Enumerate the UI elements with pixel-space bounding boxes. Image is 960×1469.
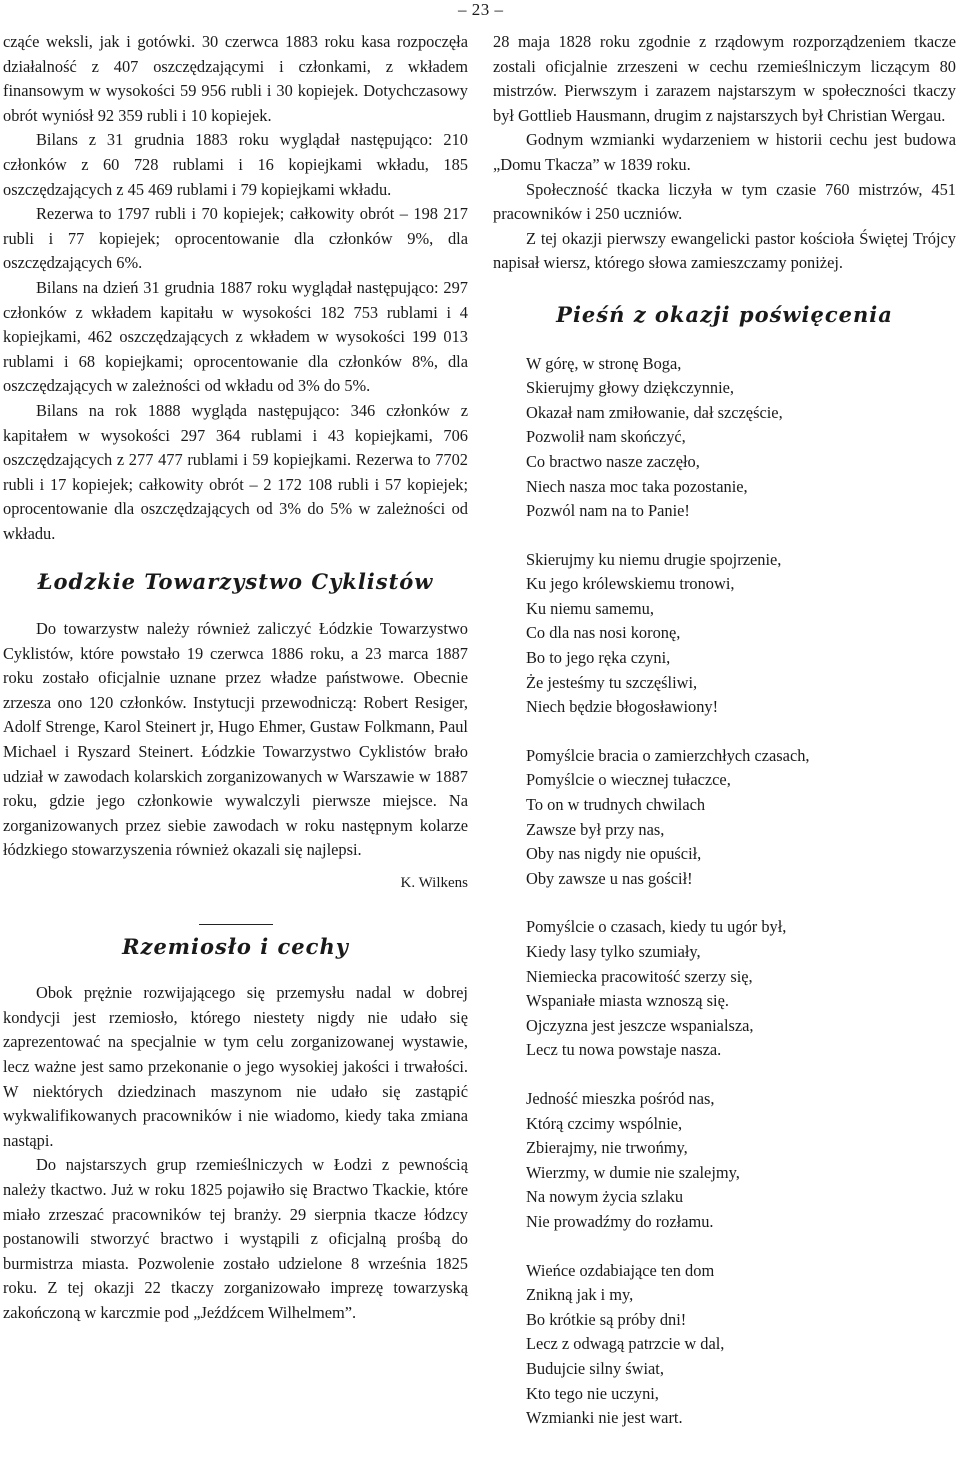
right-column <box>493 30 956 1455</box>
poem-line: Skierujmy ku niemu drugie spojrzenie, <box>526 549 782 569</box>
left-column <box>3 30 468 1326</box>
poem-line: Bo to jego ręka czyni, <box>526 648 671 668</box>
poem-stanza <box>526 744 956 892</box>
poem <box>526 352 956 1431</box>
poem-line: Wieńce ozdabiające ten dom <box>526 1260 715 1280</box>
poem-line: Okazał nam zmiłowanie, dał szczęście, <box>526 402 783 422</box>
paragraph: Rezerwa to 1797 rubli i 70 kopiejek; całkowity obrót – 198 217 rubli i 77 kopiejek; oprocentowanie dla członków 9%, dla oszczędzających 6%. <box>3 204 468 273</box>
poem-line: Niech nasza moc taka pozostanie, <box>526 476 748 496</box>
poem-line: Nie prowadźmy do rozłamu. <box>526 1211 714 1231</box>
section-divider <box>199 924 273 925</box>
page-number: – 23 – <box>458 0 504 19</box>
paragraph: Do najstarszych grup rzemieślniczych w Łodzi z pewnością należy tkactwo. Już w roku 1825 pojawiło się Bractwo Tkackie, które miało zrzeszać pracowników tej branży. 29 sierpnia tkacze łódzcy postanowili stworzyć bractwo i wystąpili z oficjalną prośbą do burmistrza miasta. Pozwolenie zostało udzielone 8 września 1825 roku. Z tej okazji 22 tkaczy zorganizowało imprezę towarzyską zakończoną w karczmie pod „Jeźdźcem Wilhelmem”. <box>3 1155 468 1322</box>
poem-line: Co dla nas nosi koronę, <box>526 623 681 643</box>
poem-line: Wspaniałe miasta wznoszą się. <box>526 991 729 1011</box>
poem-line: Pozwolił nam skończyć, <box>526 427 686 447</box>
paragraph: Do towarzystw należy również zaliczyć Łódzkie Towarzystwo Cyklistów, które powstało 19 czerwca 1886 roku, a 23 marca 1887 roku zostało oficjalnie uznane przez władze państwowe. Obecnie zrzesza ono 120 członków. Instytucji przewodniczą: Robert Resiger, Adolf Strenge, Karol Steinert jr, Hugo Ehmer, Gustaw Folkmann, Paul Michael i Ryszard Steinert. Łódzkie Towarzystwo Cyklistów brało udział w zawodach kolarskich zorganizowanych w Warszawie w 1887 roku, gdzie jego członkowie wywalczyli pierwsze miejsce. Na zorganizowanych przez siebie zawodach w roku następnym kolarze łódzkiego stowarzyszenia również okazali się najlepsi. <box>3 619 468 860</box>
poem-line: Oby zawsze u nas gościł! <box>526 868 693 888</box>
poem-line: Że jesteśmy tu szczęśliwi, <box>526 672 698 692</box>
author-signature: K. Wilkens <box>400 875 468 891</box>
poem-line: Zbierajmy, nie trwońmy, <box>526 1138 688 1158</box>
poem-line: Bo krótkie są próby dni! <box>526 1309 687 1329</box>
poem-line: Kiedy lasy tylko szumiały, <box>526 942 701 961</box>
section-heading-crafts: Rzemiosło i cechy <box>122 933 349 959</box>
poem-line: Pozwól nam na to Panie! <box>526 501 690 521</box>
poem-line: Ojczyzna jest jeszcze wspanialsza, <box>526 1015 754 1035</box>
poem-line: Pomyślcie o czasach, kiedy tu ugór był, <box>526 917 787 937</box>
poem-line: Pomyślcie bracia o zamierzchłych czasach, <box>526 745 810 765</box>
poem-line: Oby nas nigdy nie opuścił, <box>526 844 702 864</box>
poem-line: Ku niemu samemu, <box>526 598 654 618</box>
poem-stanza <box>526 352 956 524</box>
poem-line: Pomyślcie o wiecznej tułaczce, <box>526 770 731 790</box>
poem-line: Wierzmy, w dumie nie szalejmy, <box>526 1162 740 1182</box>
paragraph: Godnym wzmianki wydarzeniem w historii cechu jest budowa „Domu Tkacza” w 1839 roku. <box>493 130 956 174</box>
poem-stanza <box>526 1087 956 1235</box>
poem-line: Kto tego nie uczyni, <box>526 1383 659 1403</box>
poem-line: Skierujmy głowy dziękczynnie, <box>526 378 735 398</box>
poem-stanza <box>526 548 956 720</box>
poem-line: Ku jego królewskiemu tronowi, <box>526 574 735 594</box>
paragraph: Społeczność tkacka liczyła w tym czasie 760 mistrzów, 451 pracowników i 250 uczniów. <box>493 179 956 224</box>
poem-line: Niemiecka pracowitość szerzy się, <box>526 966 753 986</box>
paragraph: Obok prężnie rozwijającego się przemysłu nadal w dobrej kondycji jest rzemiosło, którego niestety nigdy nie udało się zaprezentować na specjalnie w tym celu zorganizowanej wystawie, lecz ważne jest samo przekonanie o jego wysokiej jakości i trwałości. W niektórych dziedzinach maszynom nie udało się zastąpić wykwalifikowanych pracowników i nie wiadomo, kiedy taka zmiana nastąpi. <box>3 983 468 1150</box>
poem-line: Jedność mieszka pośród nas, <box>526 1088 715 1108</box>
paragraph: Bilans na dzień 31 grudnia 1887 roku wyglądał następująco: 297 członków z wkładem kapitału w wysokości 182 753 rublami i 4 kopiejkami, 462 oszczędzających z wkładem w wysokości 199 013 rublami i 68 kopiejkami; oprocentowanie dla członków 8%, dla oszczędzających w zależności od wkładu od 3% do 5%. <box>3 277 468 396</box>
paragraph: Bilans na rok 1888 wygląda następująco: 346 członków z kapitałem w wysokości 297 364 rublami i 43 kopiejkami, 706 oszczędzających z 277 477 rublami i 59 kopiejkami. Rezerwa to 7702 rubli i 17 kopiejek; całkowity obrót – 2 172 108 rubli i 57 kopiejek; oprocentowanie dla oszczędzających od 3% do 5% w zależności od wkładu. <box>3 400 468 543</box>
poem-title: Pieśń z okazji poświęcenia <box>556 301 893 327</box>
poem-line: Wzmianki nie jest wart. <box>526 1408 683 1428</box>
poem-stanza <box>526 915 956 1063</box>
poem-line: Na nowym życia szlaku <box>526 1187 684 1207</box>
poem-line: Zawsze był przy nas, <box>526 819 665 839</box>
poem-line: To on w trudnych chwilach <box>526 795 706 815</box>
paragraph: Z tej okazji pierwszy ewangelicki pastor kościoła Świętej Trójcy napisał wiersz, którego słowa zamieszczamy poniżej. <box>493 228 956 273</box>
poem-line: Lecz tu nowa powstaje nasza. <box>526 1040 722 1060</box>
paragraph: 28 maja 1828 roku zgodnie z rządowym rozporządzeniem tkacze zostali oficjalnie zrzeszeni w cechu rzemieślniczym liczącym 80 mistrzów. Pierwszym i zarazem najstarszym w społeczności tkaczy był Gottlieb Hausmann, drugim z najstarszych był Christian Wergau. <box>493 32 956 125</box>
poem-line: Znikną jak i my, <box>526 1285 634 1305</box>
poem-line: Budujcie silny świat, <box>526 1358 664 1378</box>
poem-line: W górę, w stronę Boga, <box>526 353 682 373</box>
poem-line: Co bractwo nasze zaczęło, <box>526 451 700 471</box>
poem-stanza <box>526 1259 956 1431</box>
poem-line: Którą czcimy wspólnie, <box>526 1113 683 1133</box>
poem-line: Niech będzie błogosławiony! <box>526 697 719 717</box>
paragraph: Bilans z 31 grudnia 1883 roku wyglądał następująco: 210 członków z 60 728 rublami i 16 kopiejkami wkładu, 185 oszczędzających z 45 469 rublami i 79 kopiejkami wkładu. <box>3 130 468 199</box>
poem-line: Lecz z odwagą patrzcie w dal, <box>526 1334 725 1354</box>
paragraph: cząće weksli, jak i gotówki. 30 czerwca 1883 roku kasa rozpoczęła działalność z 407 oszczędzającymi i członkami, z wkładem finansowym w wysokości 59 956 rubli i 30 kopiejek. Dotychczasowy obrót wyniósł 92 359 rubli i 10 kopiejek. <box>3 32 468 125</box>
section-heading-cyclists: Łodzkie Towarzystwo Cyklistów <box>37 569 434 595</box>
